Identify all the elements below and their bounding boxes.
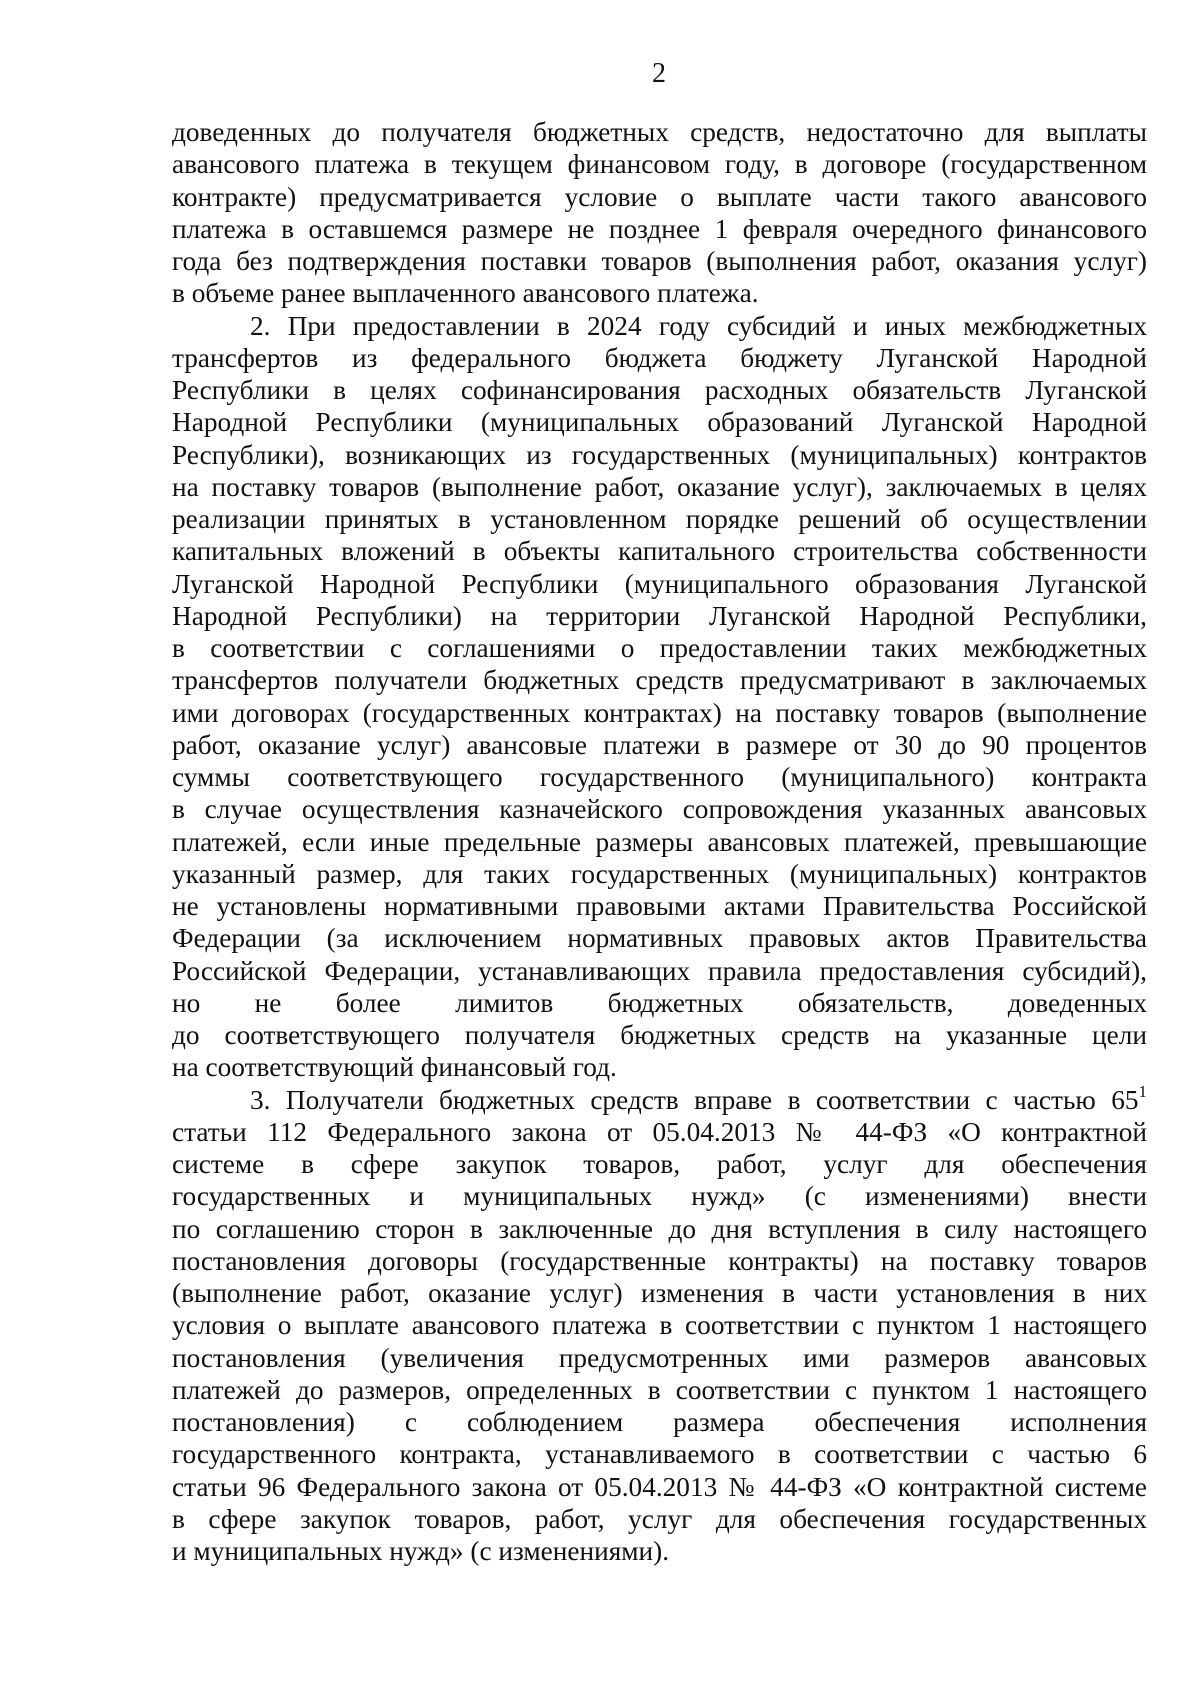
- text-line: [172, 1116, 1147, 1148]
- text-line-content: не установлены нормативными правовыми актами Правительства Российской: [172, 891, 1147, 921]
- text-line-content: контракте) предусматривается условие о выплате части такого авансового: [172, 181, 1147, 212]
- text-line-content: платежей, если иные предельные размеры авансовых платежей, превышающие: [172, 826, 1147, 857]
- text-line-content: постановления договоры (государственные контракты) на поставку товаров: [172, 1245, 1147, 1276]
- text-line-content: 2. При предоставлении в 2024 году субсидий и иных межбюджетных: [250, 310, 1147, 341]
- text-line: [172, 116, 1147, 148]
- text-line: [172, 181, 1147, 213]
- text-line-content: платежей до размеров, определенных в соответствии с пунктом 1 настоящего: [172, 1374, 1147, 1405]
- text-line-content: государственных и муниципальных нужд» (с изменениями) внести: [172, 1181, 1147, 1212]
- text-line-content: постановления (увеличения предусмотренных ими размеров авансовых: [172, 1342, 1147, 1373]
- text-line: [172, 1180, 1147, 1212]
- text-line-content: Луганской Народной Республики (муниципального образования Луганской: [172, 568, 1147, 599]
- text-line: [172, 1245, 1147, 1277]
- text-line: [172, 632, 1147, 664]
- text-line-content: работ, оказание услуг) авансовые платежи в размере от 30 до 90 процентов: [172, 729, 1147, 760]
- text-line-content: платежа в оставшемся размере не позднее 1 февраля очередного финансового: [172, 213, 1147, 244]
- text-line-content: (выполнение работ, оказание услуг) изменения в части установления в них: [172, 1278, 1147, 1308]
- text-line-content: суммы соответствующего государственного (муниципального) контракта: [172, 762, 1147, 792]
- text-line: [172, 148, 1147, 180]
- text-line: [172, 439, 1147, 471]
- text-line-content: доведенных до получателя бюджетных средств, недостаточно для выплаты: [172, 117, 1147, 147]
- text-line-content: в случае осуществления казначейского сопровождения указанных авансовых: [172, 794, 1147, 825]
- text-line-content: в объеме ранее выплаченного авансового платежа.: [172, 278, 759, 309]
- text-line-content: в сфере закупок товаров, работ, услуг для обеспечения государственных: [172, 1503, 1147, 1534]
- text-line-content: на соответствующий финансовый год.: [172, 1052, 617, 1083]
- text-line: [172, 890, 1147, 922]
- text-line-content: до соответствующего получателя бюджетных средств на указанные цели: [172, 1020, 1147, 1050]
- text-line-content: ими договорах (государственных контрактах) на поставку товаров (выполнение: [172, 697, 1147, 728]
- text-line: [172, 503, 1147, 535]
- text-line: [172, 342, 1147, 374]
- text-line: [172, 1471, 1147, 1503]
- superscript-part-number: 1: [1138, 1083, 1147, 1101]
- paragraph-continuation: [172, 116, 1147, 310]
- text-line: [172, 1503, 1147, 1535]
- text-line-content: Народной Республики) на территории Луганской Народной Республики,: [172, 600, 1147, 631]
- text-line: [172, 1277, 1147, 1309]
- text-line-content: Республики), возникающих из государственных (муниципальных) контрактов: [172, 439, 1147, 470]
- text-line: [172, 213, 1147, 245]
- text-line-content: условия о выплате авансового платежа в соответствии с пунктом 1 настоящего: [172, 1310, 1147, 1341]
- text-line: [172, 729, 1147, 761]
- text-line-content: Народной Республики (муниципальных образований Луганской Народной: [172, 407, 1147, 438]
- text-line: [172, 471, 1147, 503]
- text-line: [172, 1213, 1147, 1245]
- document-body: [172, 116, 1147, 1567]
- text-line: [172, 1084, 1147, 1116]
- text-line-content: Федерации (за исключением нормативных правовых актов Правительства: [172, 923, 1147, 954]
- paragraph-item-2: [172, 310, 1147, 1084]
- text-line-content: капитальных вложений в объекты капитального строительства собственности: [172, 536, 1147, 567]
- text-line-content: указанный размер, для таких государственных (муниципальных) контрактов: [172, 858, 1147, 889]
- text-line: [172, 1019, 1147, 1051]
- text-line: [172, 1535, 1147, 1567]
- text-line: [172, 761, 1147, 793]
- text-line-content: 3. Получатели бюджетных средств вправе в соответствии с частью 65: [250, 1084, 1139, 1115]
- text-line-content: по соглашению сторон в заключенные до дня вступления в силу настоящего: [172, 1213, 1147, 1244]
- text-line: [172, 1342, 1147, 1374]
- text-line: [172, 697, 1147, 729]
- text-line: [172, 600, 1147, 632]
- paragraph-item-3: [172, 1084, 1147, 1568]
- text-line: [172, 793, 1147, 825]
- text-line: [172, 406, 1147, 438]
- text-line: [172, 1309, 1147, 1341]
- text-line-content: авансового платежа в текущем финансовом году, в договоре (государственном: [172, 149, 1147, 180]
- text-line: [172, 568, 1147, 600]
- text-line: [172, 1438, 1147, 1470]
- text-line-content: года без подтверждения поставки товаров (выполнения работ, оказания услуг): [172, 246, 1147, 276]
- text-line: [172, 1406, 1147, 1438]
- text-line-content: реализации принятых в установленном порядке решений об осуществлении: [172, 504, 1147, 534]
- text-line-content: но не более лимитов бюджетных обязательств, доведенных: [172, 987, 1147, 1018]
- text-line: [172, 922, 1147, 954]
- text-line-content: статьи 112 Федерального закона от 05.04.2013 № 44-ФЗ «О контрактной: [172, 1116, 1147, 1147]
- text-line: [172, 955, 1147, 987]
- text-line-content: статьи 96 Федерального закона от 05.04.2013 № 44-ФЗ «О контрактной системе: [172, 1471, 1147, 1502]
- text-line-content: Российской Федерации, устанавливающих правила предоставления субсидий),: [172, 955, 1147, 986]
- text-line-content: трансфертов получатели бюджетных средств предусматривают в заключаемых: [172, 665, 1147, 696]
- text-line: [172, 535, 1147, 567]
- text-line-content: постановления) с соблюдением размера обеспечения исполнения: [172, 1407, 1147, 1437]
- text-line: [172, 664, 1147, 696]
- text-line-content: государственного контракта, устанавливаемого в соответствии с частью 6: [172, 1439, 1147, 1470]
- text-line: [172, 1051, 1147, 1083]
- text-line: [172, 245, 1147, 277]
- text-line-content: в соответствии с соглашениями о предоставлении таких межбюджетных: [172, 633, 1147, 663]
- text-line: [172, 277, 1147, 309]
- text-line-content: системе в сфере закупок товаров, работ, услуг для обеспечения: [172, 1149, 1147, 1179]
- text-line: [172, 1374, 1147, 1406]
- text-line: [172, 310, 1147, 342]
- text-line: [172, 374, 1147, 406]
- text-line: [172, 987, 1147, 1019]
- text-line: [172, 1148, 1147, 1180]
- text-line-content: трансфертов из федерального бюджета бюджету Луганской Народной: [172, 342, 1147, 373]
- text-line: [172, 826, 1147, 858]
- text-line-content: на поставку товаров (выполнение работ, оказание услуг), заключаемых в целях: [172, 471, 1147, 502]
- text-line: [172, 858, 1147, 890]
- page-number: 2: [652, 58, 666, 89]
- text-line-content: и муниципальных нужд» (с изменениями).: [172, 1536, 670, 1566]
- text-line-content: Республики в целях софинансирования расходных обязательств Луганской: [172, 375, 1147, 405]
